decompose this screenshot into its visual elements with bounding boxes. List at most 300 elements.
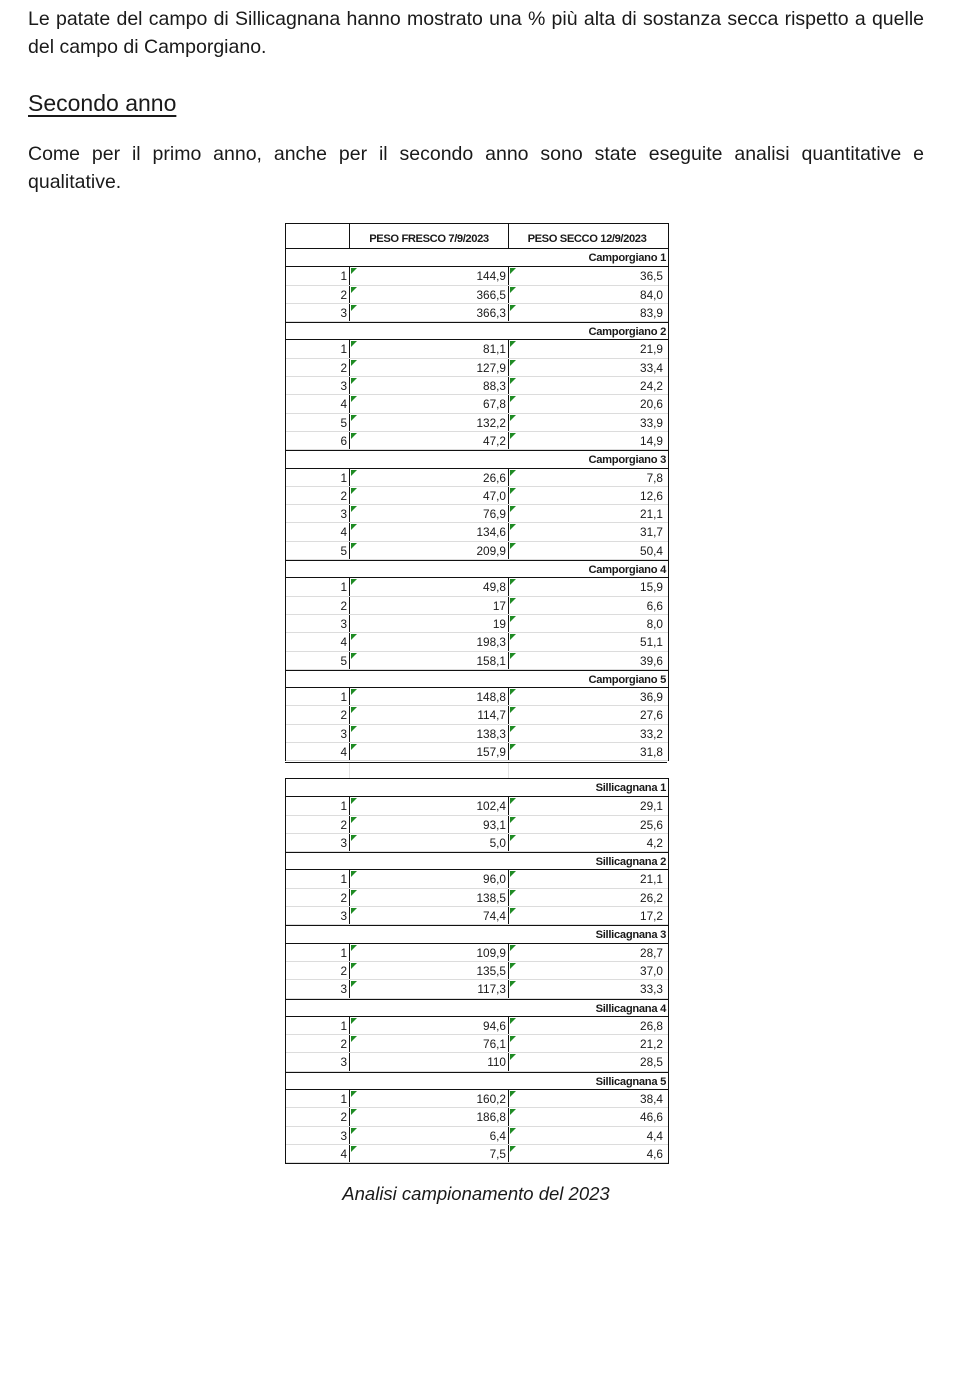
group-name: Sillicagnana 5 xyxy=(595,1075,666,1088)
fresh-weight-value xyxy=(350,487,509,504)
sampling-table-sillicagnana xyxy=(285,778,669,1164)
dry-weight-value xyxy=(509,523,665,540)
sample-index: 4 xyxy=(286,633,350,650)
table-row xyxy=(286,1035,668,1053)
error-indicator-icon xyxy=(510,707,516,713)
fresh-weight-value xyxy=(350,962,509,979)
fresh-weight-text: 67,8 xyxy=(483,397,506,412)
fresh-weight-value xyxy=(350,340,509,357)
error-indicator-icon xyxy=(510,1036,516,1042)
error-indicator-icon xyxy=(510,305,516,311)
table-row xyxy=(286,615,668,633)
error-indicator-icon xyxy=(510,341,516,347)
fresh-weight-value xyxy=(350,615,509,632)
group-name: Camporgiano 1 xyxy=(588,252,666,264)
dry-weight-text: 51,1 xyxy=(640,635,663,650)
dry-weight-value xyxy=(509,743,665,760)
fresh-weight-value xyxy=(350,1145,509,1162)
fresh-weight-text: 144,9 xyxy=(476,269,506,284)
table-spacer-row xyxy=(285,762,667,779)
table-row xyxy=(286,1108,668,1126)
table-row xyxy=(286,980,668,998)
sample-index: 3 xyxy=(286,377,350,394)
fresh-weight-text: 47,0 xyxy=(483,488,506,503)
fresh-weight-value xyxy=(350,377,509,394)
dry-weight-text: 4,6 xyxy=(646,1146,663,1161)
fresh-weight-text: 88,3 xyxy=(483,379,506,394)
dry-weight-value xyxy=(509,652,665,669)
error-indicator-icon xyxy=(510,488,516,494)
sampling-table-camporgiano xyxy=(285,223,669,761)
sample-index: 1 xyxy=(286,870,350,887)
sample-index: 2 xyxy=(286,889,350,906)
dry-weight-text: 17,2 xyxy=(640,909,663,924)
dry-weight-value xyxy=(509,578,665,595)
error-indicator-icon xyxy=(351,543,357,549)
error-indicator-icon xyxy=(351,268,357,274)
fresh-weight-text: 114,7 xyxy=(477,708,506,723)
dry-weight-text: 21,1 xyxy=(640,507,663,522)
error-indicator-icon xyxy=(510,360,516,366)
error-indicator-icon xyxy=(351,1036,357,1042)
error-indicator-icon xyxy=(351,360,357,366)
error-indicator-icon xyxy=(510,598,516,604)
dry-weight-value xyxy=(509,286,665,303)
table-row xyxy=(286,1017,668,1035)
sample-index: 3 xyxy=(286,907,350,924)
error-indicator-icon xyxy=(351,1091,357,1097)
dry-weight-value xyxy=(509,414,665,431)
sample-index: 1 xyxy=(286,1090,350,1107)
fresh-weight-text: 186,8 xyxy=(476,1110,506,1125)
error-indicator-icon xyxy=(510,817,516,823)
group-header-row xyxy=(286,852,668,870)
fresh-weight-text: 132,2 xyxy=(476,415,506,430)
error-indicator-icon xyxy=(510,945,516,951)
dry-weight-text: 26,2 xyxy=(640,890,663,905)
fresh-weight-value xyxy=(350,743,509,760)
fresh-weight-value xyxy=(350,469,509,486)
fresh-weight-value xyxy=(350,889,509,906)
dry-weight-value xyxy=(509,615,665,632)
fresh-weight-value xyxy=(350,870,509,887)
sample-index: 2 xyxy=(286,1035,350,1052)
dry-weight-text: 21,1 xyxy=(640,872,663,887)
fresh-weight-text: 138,3 xyxy=(476,726,506,741)
sample-index: 4 xyxy=(286,1145,350,1162)
table-caption: Analisi campionamento del 2023 xyxy=(342,1183,610,1204)
fresh-weight-value xyxy=(350,1127,509,1144)
group-name: Camporgiano 2 xyxy=(588,326,666,339)
fresh-weight-value xyxy=(350,414,509,431)
error-indicator-icon xyxy=(510,1018,516,1024)
fresh-weight-value xyxy=(350,816,509,833)
error-indicator-icon xyxy=(510,1054,516,1060)
fresh-weight-text: 135,5 xyxy=(476,963,506,978)
error-indicator-icon xyxy=(351,634,357,640)
sample-index: 6 xyxy=(286,432,350,449)
section-paragraph: Come per il primo anno, anche per il secondo anno sono state eseguite analisi quantitative e qualitative. xyxy=(28,143,924,193)
fresh-weight-text: 209,9 xyxy=(476,543,506,558)
dry-weight-value xyxy=(509,542,665,559)
error-indicator-icon xyxy=(510,653,516,659)
fresh-weight-value xyxy=(350,907,509,924)
group-header-row xyxy=(286,450,668,468)
table-row xyxy=(286,597,668,615)
error-indicator-icon xyxy=(351,524,357,530)
dry-weight-value xyxy=(509,889,665,906)
group-header-row xyxy=(286,560,668,578)
dry-weight-text: 33,4 xyxy=(640,360,663,375)
error-indicator-icon xyxy=(510,835,516,841)
fresh-weight-value xyxy=(350,505,509,522)
fresh-weight-value xyxy=(350,359,509,376)
error-indicator-icon xyxy=(510,415,516,421)
dry-weight-value xyxy=(509,377,665,394)
sample-index: 1 xyxy=(286,1017,350,1034)
error-indicator-icon xyxy=(351,305,357,311)
dry-weight-text: 28,5 xyxy=(640,1055,663,1070)
fresh-weight-text: 47,2 xyxy=(483,433,506,448)
table-row xyxy=(286,907,668,925)
fresh-weight-text: 17 xyxy=(492,598,506,613)
sample-index: 5 xyxy=(286,414,350,431)
table-row xyxy=(286,286,668,304)
dry-weight-text: 38,4 xyxy=(640,1092,663,1107)
table-row xyxy=(286,542,668,560)
sample-index: 1 xyxy=(286,267,350,284)
error-indicator-icon xyxy=(351,378,357,384)
error-indicator-icon xyxy=(351,341,357,347)
dry-weight-text: 21,2 xyxy=(640,1037,663,1052)
error-indicator-icon xyxy=(351,963,357,969)
error-indicator-icon xyxy=(351,488,357,494)
error-indicator-icon xyxy=(351,653,357,659)
error-indicator-icon xyxy=(351,433,357,439)
table-row xyxy=(286,1145,668,1163)
fresh-weight-value xyxy=(350,688,509,705)
fresh-weight-value xyxy=(350,523,509,540)
dry-weight-text: 28,7 xyxy=(640,945,663,960)
table-row xyxy=(286,1090,668,1108)
dry-weight-text: 31,8 xyxy=(640,745,663,760)
fresh-weight-text: 93,1 xyxy=(483,817,506,832)
fresh-weight-text: 19 xyxy=(492,616,506,631)
dry-weight-value xyxy=(509,980,665,997)
group-name: Camporgiano 3 xyxy=(588,454,666,467)
dry-weight-text: 50,4 xyxy=(640,543,663,558)
header-fresh-weight: PESO FRESCO 7/9/2023 xyxy=(350,224,509,248)
error-indicator-icon xyxy=(351,835,357,841)
sample-index: 2 xyxy=(286,359,350,376)
table-row xyxy=(286,432,668,450)
error-indicator-icon xyxy=(510,744,516,750)
error-indicator-icon xyxy=(351,689,357,695)
fresh-weight-value xyxy=(350,1090,509,1107)
sample-index: 4 xyxy=(286,743,350,760)
dry-weight-value xyxy=(509,834,665,851)
dry-weight-text: 7,8 xyxy=(646,470,663,485)
dry-weight-value xyxy=(509,1127,665,1144)
group-header-row xyxy=(286,249,668,267)
dry-weight-value xyxy=(509,1108,665,1125)
table-row xyxy=(286,469,668,487)
error-indicator-icon xyxy=(510,634,516,640)
fresh-weight-value xyxy=(350,633,509,650)
sample-index: 2 xyxy=(286,487,350,504)
sample-index: 1 xyxy=(286,578,350,595)
fresh-weight-text: 158,1 xyxy=(476,653,506,668)
group-name: Sillicagnana 3 xyxy=(595,929,666,942)
fresh-weight-value xyxy=(350,597,509,614)
error-indicator-icon xyxy=(510,871,516,877)
sample-index: 3 xyxy=(286,834,350,851)
error-indicator-icon xyxy=(510,963,516,969)
fresh-weight-text: 110 xyxy=(487,1055,506,1070)
fresh-weight-text: 127,9 xyxy=(476,360,506,375)
table-header-row xyxy=(286,224,668,249)
table-row xyxy=(286,725,668,743)
table-row xyxy=(286,706,668,724)
dry-weight-value xyxy=(509,706,665,723)
error-indicator-icon xyxy=(351,287,357,293)
dry-weight-text: 33,2 xyxy=(640,726,663,741)
table-row xyxy=(286,633,668,651)
dry-weight-text: 25,6 xyxy=(640,817,663,832)
fresh-weight-text: 117,3 xyxy=(477,982,506,997)
fresh-weight-value xyxy=(350,797,509,814)
fresh-weight-text: 109,9 xyxy=(476,945,506,960)
error-indicator-icon xyxy=(351,798,357,804)
sample-index: 1 xyxy=(286,688,350,705)
fresh-weight-value xyxy=(350,1017,509,1034)
group-header-row xyxy=(286,779,668,797)
error-indicator-icon xyxy=(351,744,357,750)
error-indicator-icon xyxy=(510,981,516,987)
fresh-weight-text: 102,4 xyxy=(476,799,506,814)
dry-weight-text: 27,6 xyxy=(640,708,663,723)
sample-index: 1 xyxy=(286,340,350,357)
dry-weight-text: 29,1 xyxy=(640,799,663,814)
error-indicator-icon xyxy=(351,1146,357,1152)
fresh-weight-text: 7,5 xyxy=(489,1146,506,1161)
error-indicator-icon xyxy=(351,707,357,713)
group-header-row xyxy=(286,1072,668,1090)
group-name: Sillicagnana 4 xyxy=(595,1002,666,1015)
sample-index: 4 xyxy=(286,395,350,412)
sample-index: 4 xyxy=(286,523,350,540)
sample-index: 2 xyxy=(286,1108,350,1125)
fresh-weight-text: 134,6 xyxy=(476,525,506,540)
table-row xyxy=(286,304,668,322)
dry-weight-value xyxy=(509,597,665,614)
fresh-weight-value xyxy=(350,652,509,669)
error-indicator-icon xyxy=(510,908,516,914)
fresh-weight-text: 6,4 xyxy=(489,1128,506,1143)
table-row xyxy=(286,487,668,505)
sample-index: 2 xyxy=(286,816,350,833)
dry-weight-text: 12,6 xyxy=(640,488,663,503)
dry-weight-value xyxy=(509,1035,665,1052)
table-row xyxy=(286,340,668,358)
dry-weight-value xyxy=(509,469,665,486)
table-row xyxy=(286,889,668,907)
sample-index: 3 xyxy=(286,1053,350,1070)
dry-weight-value xyxy=(509,1145,665,1162)
sample-index: 2 xyxy=(286,597,350,614)
error-indicator-icon xyxy=(510,378,516,384)
table-row xyxy=(286,267,668,285)
dry-weight-text: 20,6 xyxy=(640,397,663,412)
table-row xyxy=(286,870,668,888)
fresh-weight-value xyxy=(350,542,509,559)
error-indicator-icon xyxy=(510,543,516,549)
fresh-weight-value xyxy=(350,286,509,303)
sample-index: 2 xyxy=(286,962,350,979)
dry-weight-text: 4,2 xyxy=(646,835,663,850)
dry-weight-text: 83,9 xyxy=(640,305,663,320)
error-indicator-icon xyxy=(351,945,357,951)
dry-weight-value xyxy=(509,505,665,522)
header-dry-weight: PESO SECCO 12/9/2023 xyxy=(527,233,647,245)
fresh-weight-text: 138,5 xyxy=(476,890,506,905)
error-indicator-icon xyxy=(351,470,357,476)
table-row xyxy=(286,688,668,706)
error-indicator-icon xyxy=(510,268,516,274)
section-heading: Secondo anno xyxy=(28,90,177,116)
error-indicator-icon xyxy=(351,890,357,896)
sample-index: 3 xyxy=(286,615,350,632)
fresh-weight-value xyxy=(350,1053,509,1070)
error-indicator-icon xyxy=(510,616,516,622)
dry-weight-text: 14,9 xyxy=(640,433,663,448)
dry-weight-text: 46,6 xyxy=(640,1110,663,1125)
fresh-weight-value xyxy=(350,395,509,412)
dry-weight-text: 21,9 xyxy=(640,342,663,357)
error-indicator-icon xyxy=(510,1091,516,1097)
fresh-weight-value xyxy=(350,578,509,595)
dry-weight-value xyxy=(509,395,665,412)
group-header-row xyxy=(286,999,668,1017)
table-row xyxy=(286,1127,668,1145)
group-header-row xyxy=(286,670,668,688)
dry-weight-text: 36,5 xyxy=(640,269,663,284)
fresh-weight-text: 157,9 xyxy=(476,745,506,760)
table-row xyxy=(286,743,668,761)
dry-weight-value xyxy=(509,816,665,833)
fresh-weight-value xyxy=(350,834,509,851)
fresh-weight-value xyxy=(350,432,509,449)
table-row xyxy=(286,414,668,432)
dry-weight-text: 36,9 xyxy=(640,690,663,705)
dry-weight-text: 26,8 xyxy=(640,1018,663,1033)
error-indicator-icon xyxy=(351,1128,357,1134)
group-header-row xyxy=(286,925,668,943)
error-indicator-icon xyxy=(351,726,357,732)
error-indicator-icon xyxy=(510,506,516,512)
dry-weight-value xyxy=(509,267,665,284)
dry-weight-value xyxy=(509,797,665,814)
dry-weight-value xyxy=(509,340,665,357)
group-name: Sillicagnana 2 xyxy=(595,856,666,869)
error-indicator-icon xyxy=(510,287,516,293)
header-index-cell xyxy=(286,224,350,248)
table-row xyxy=(286,816,668,834)
dry-weight-text: 15,9 xyxy=(640,580,663,595)
error-indicator-icon xyxy=(510,689,516,695)
dry-weight-value xyxy=(509,633,665,650)
fresh-weight-text: 96,0 xyxy=(483,872,506,887)
fresh-weight-text: 74,4 xyxy=(483,909,506,924)
sample-index: 5 xyxy=(286,542,350,559)
group-header-row xyxy=(286,322,668,340)
error-indicator-icon xyxy=(510,726,516,732)
dry-weight-text: 8,0 xyxy=(646,616,663,631)
error-indicator-icon xyxy=(351,579,357,585)
error-indicator-icon xyxy=(351,415,357,421)
error-indicator-icon xyxy=(351,908,357,914)
error-indicator-icon xyxy=(510,798,516,804)
error-indicator-icon xyxy=(510,890,516,896)
table-row xyxy=(286,944,668,962)
group-name: Camporgiano 4 xyxy=(588,564,666,577)
table-row xyxy=(286,834,668,852)
error-indicator-icon xyxy=(510,1146,516,1152)
error-indicator-icon xyxy=(351,871,357,877)
group-name: Sillicagnana 1 xyxy=(595,782,666,794)
intro-paragraph: Le patate del campo di Sillicagnana hanno mostrato una % più alta di sostanza secca rispetto a quelle del campo di Camporgiano. xyxy=(28,8,924,58)
fresh-weight-value xyxy=(350,944,509,961)
error-indicator-icon xyxy=(351,1109,357,1115)
sample-index: 3 xyxy=(286,304,350,321)
dry-weight-text: 33,3 xyxy=(640,982,663,997)
dry-weight-value xyxy=(509,870,665,887)
error-indicator-icon xyxy=(351,1018,357,1024)
fresh-weight-text: 148,8 xyxy=(476,690,506,705)
error-indicator-icon xyxy=(510,433,516,439)
error-indicator-icon xyxy=(510,470,516,476)
sample-index: 1 xyxy=(286,797,350,814)
table-row xyxy=(286,523,668,541)
fresh-weight-text: 5,0 xyxy=(489,835,506,850)
sample-index: 2 xyxy=(286,706,350,723)
dry-weight-text: 37,0 xyxy=(640,963,663,978)
dry-weight-value xyxy=(509,359,665,376)
sample-index: 3 xyxy=(286,980,350,997)
dry-weight-value xyxy=(509,487,665,504)
dry-weight-text: 33,9 xyxy=(640,415,663,430)
sample-index: 3 xyxy=(286,1127,350,1144)
error-indicator-icon xyxy=(351,817,357,823)
error-indicator-icon xyxy=(510,1109,516,1115)
sample-index: 5 xyxy=(286,652,350,669)
fresh-weight-text: 160,2 xyxy=(476,1092,506,1107)
sample-index: 3 xyxy=(286,505,350,522)
fresh-weight-text: 366,5 xyxy=(476,287,506,302)
dry-weight-value xyxy=(509,688,665,705)
fresh-weight-text: 366,3 xyxy=(476,305,506,320)
fresh-weight-value xyxy=(350,725,509,742)
fresh-weight-text: 49,8 xyxy=(483,580,506,595)
table-row xyxy=(286,652,668,670)
group-name: Camporgiano 5 xyxy=(588,673,666,686)
table-row xyxy=(286,1053,668,1071)
sample-index: 1 xyxy=(286,469,350,486)
dry-weight-value xyxy=(509,304,665,321)
table-row xyxy=(286,359,668,377)
fresh-weight-text: 26,6 xyxy=(483,470,506,485)
error-indicator-icon xyxy=(351,506,357,512)
